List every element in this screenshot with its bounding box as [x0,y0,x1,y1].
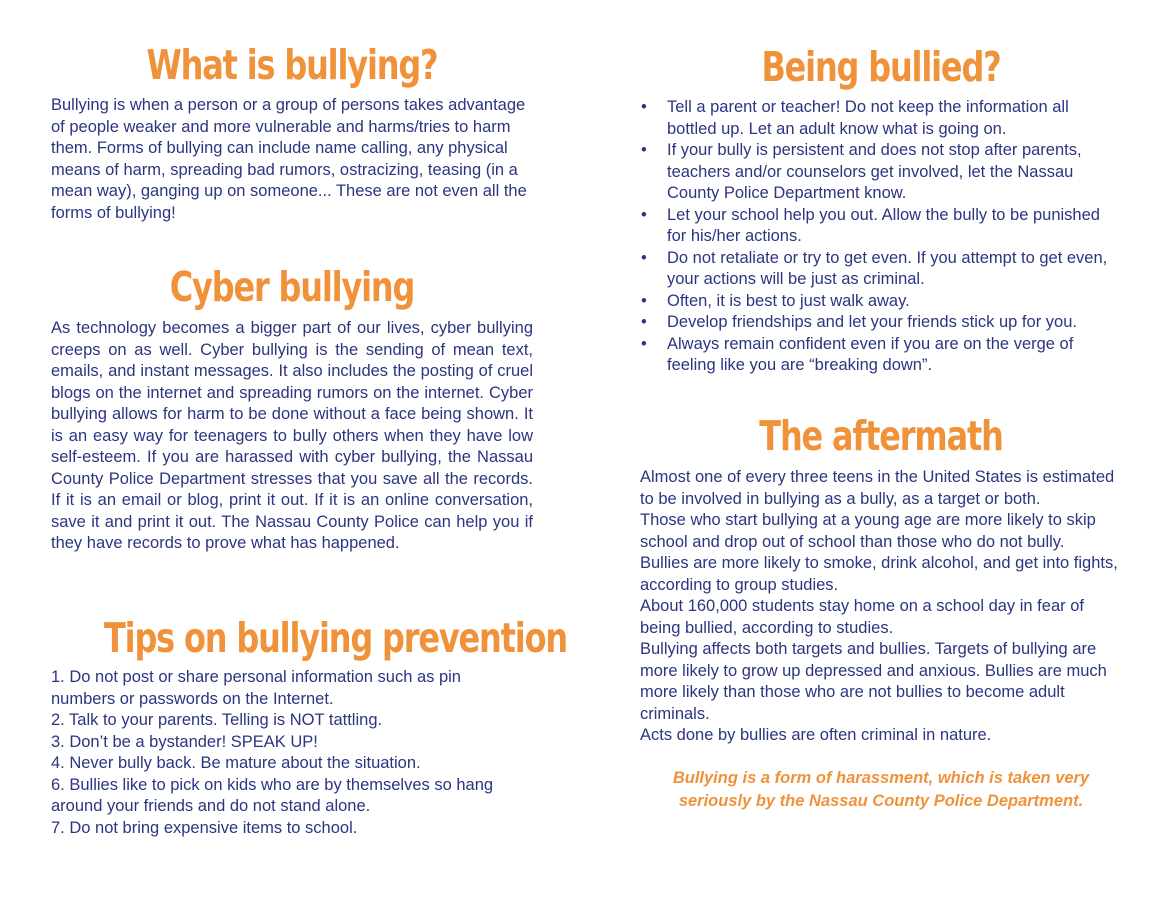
aftermath-section [640,413,1122,747]
advice-item: • Let your school help you out. Allow the bully to be punished for his/her actions. [640,205,1122,248]
what-is-bullying-body: Bullying is when a person or a group of persons takes advantage of people weaker and more vulnerable and harms/tries to harm them. Forms of bullying can include name calling, any physical means of harm, spreading bad rumors, ostracizing, teasing (in a mean way), ganging up on someone... These are not even all the forms of bullying! [51,96,527,222]
advice-item: • If your bully is persistent and does not stop after parents, teachers and/or counselors get involved, let the Nassau County Police Department know. [640,140,1122,205]
advice-item: • Develop friendships and let your friends stick up for you. [640,312,1122,334]
tips-list [51,667,511,839]
aftermath-paragraph: Those who start bullying at a young age are more likely to skip school and drop out of school than those who do not bully. [640,511,1096,551]
what-is-bullying-heading: What is bullying? [146,41,438,89]
closing-statement-section [640,767,1122,813]
tip-item: 2. Talk to your parents. Telling is NOT tattling. [51,711,383,729]
tip-item: 3. Don’t be a bystander! SPEAK UP! [51,732,318,751]
aftermath-paragraph: Bullies are more likely to smoke, drink alcohol, and get into fights, according to group studies. [640,554,1118,594]
cyber-bullying-body: As technology becomes a bigger part of our lives, cyber bullying creeps on as well. Cyber bullying is the sending of mean text, emails, and instant messages. It also includes the posting of cruel blogs on the internet and spreading rumors on the internet. Cyber bullying allows for harm to be done without a face being shown. It is an easy way for teenagers to bully others when they have low self-esteem. If you are harassed with cyber bullying, the Nassau County Police Department stresses that you save all the records. If it is an email or blog, print it out. If it is an online conversation, save it and print it out. The Nassau County Police can help you if they have records to prove what has happened. [51,319,533,552]
aftermath-paragraph: About 160,000 students stay home on a school day in fear of being bullied, according to studies. [640,597,1084,637]
aftermath-paragraph: Bullying affects both targets and bullies. Targets of bullying are more likely to grow up depressed and anxious. Bullies are much more likely than those who are not bullies to become adult criminals. [640,640,1107,723]
what-is-bullying-section [51,42,533,224]
advice-item: • Always remain confident even if you are on the verge of feeling like you are “breaking down”. [640,334,1122,377]
tip-item: 1. Do not post or share personal information such as pin numbers or passwords on the Internet. [51,668,461,708]
aftermath-paragraph: Almost one of every three teens in the United States is estimated to be involved in bullying as a bully, as a target or both. [640,468,1115,508]
advice-item: • Do not retaliate or try to get even. If you attempt to get even, your actions will be just as criminal. [640,248,1122,291]
cyber-bullying-section [51,264,533,555]
tip-item: 7. Do not bring expensive items to school. [51,818,358,837]
tips-heading: Tips on bullying prevention [104,614,567,662]
tips-section [51,614,567,839]
advice-item: • Often, it is best to just walk away. [640,291,1122,313]
cyber-bullying-heading: Cyber bullying [169,263,415,311]
aftermath-paragraph: Acts done by bullies are often criminal in nature. [640,726,992,744]
tip-item: 6. Bullies like to pick on kids who are by themselves so hang around your friends and do not stand alone. [51,775,494,815]
tip-item: 4. Never bully back. Be mature about the situation. [51,754,421,772]
aftermath-body [640,467,1122,747]
being-bullied-list [640,97,1122,377]
advice-item: • Tell a parent or teacher! Do not keep the information all bottled up. Let an adult know what is going on. [640,97,1122,140]
aftermath-heading: The aftermath [759,412,1003,460]
being-bullied-heading: Being bullied? [761,43,1001,91]
being-bullied-section [640,44,1122,377]
closing-statement: Bullying is a form of harassment, which is taken very seriously by the Nassau County Police Department. [672,769,1090,810]
